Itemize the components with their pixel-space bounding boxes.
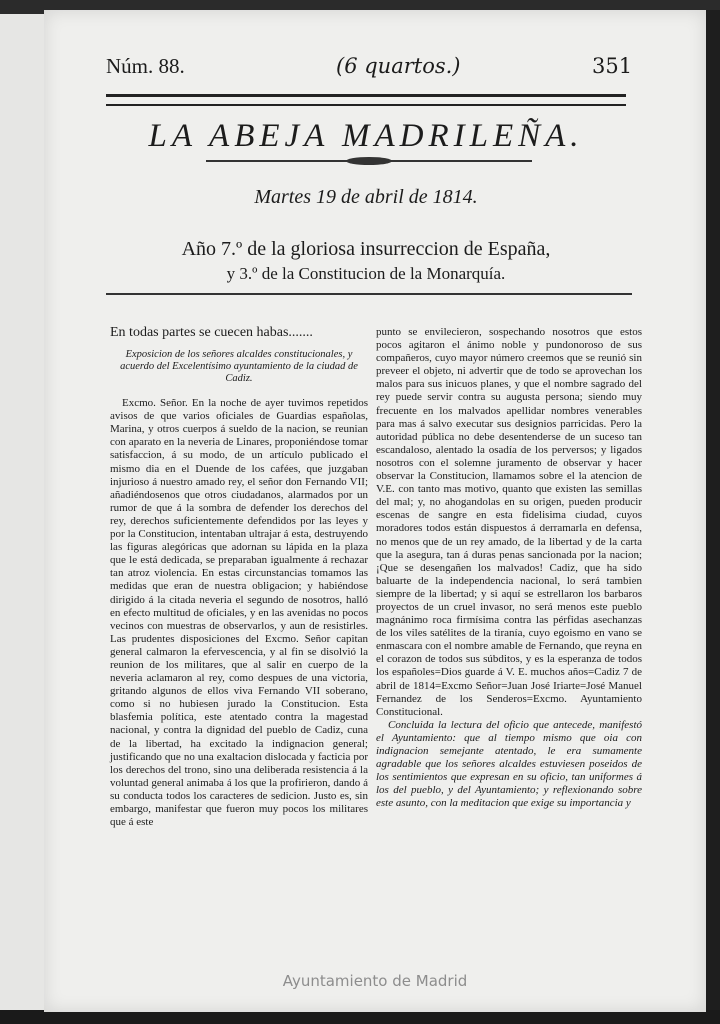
scan-border-bottom (0, 1010, 720, 1024)
right-column (376, 326, 642, 810)
year-line-1: Año 7.º de la gloriosa insurreccion de España, (181, 238, 551, 260)
newspaper-page (44, 10, 706, 1012)
facing-page-edge (0, 14, 45, 1010)
issue-date: Martes 19 de abril de 1814. (254, 186, 478, 208)
article-subtitle: Exposicion de los señores alcaldes constitucionales, y acuerdo del Excelentísimo ayuntamiento de la ciudad de Cadiz. (120, 349, 358, 385)
issue-price: (6 quartos.) (336, 54, 461, 78)
left-column (110, 326, 368, 829)
right-column-closing: Concluida la lectura del oficio que antecede, manifestó el Ayuntamiento: que al tiempo mismo que oia con indignacion semejante atentado, le era sumamente agradable que los señores alcaldes estuviesen poseidos de los sentimientos que expresan en su oficio, tan uniformes á los del pueblo, y del Ayuntamiento; y reflexionando sobre este asunto, con la meditacion que exige su importancia y (376, 718, 642, 810)
scan-border (706, 10, 720, 1012)
page-number: 351 (592, 54, 633, 78)
masthead-double-rule (106, 94, 626, 106)
year-line-2: y 3.º de la Constitucion de la Monarquía. (226, 264, 506, 283)
title-ornament-rule (206, 160, 532, 162)
right-column-body: punto se envilecieron, sospechando nosotros que estos pocos agitaron el ánimo noble y pundonoroso de sus compañeros, cuyo mayor número creemos que se reunió sin preveer el objeto, ni advertir que de todo se aprovechan los malos para sus inicuos planes, y que el nombre sagrado del rey puede servir contra su augusta persona; siendo muy frecuente en los malvados apellidar nombres venerables para mas á salvo executar sus designios parricidas. Pero la autoridad pública no debe desentenderse de un suceso tan escandaloso, alentado la osadía de los perversos; y ligados nosotros con el solemne juramento de observar y hacer observar la Constitucion, llamamos sobre el la atencion de V.E. con tanto mas motivo, quanto que existen las semillas del mal; y, no ahogandolas en su origen, pueden producir escenas de sangre en esta fidelisima ciudad, cuyos moradores todos están dispuestos á derramarla en defensa, no menos que de un rey amado, de la libertad y de la carta que la asegura, tan á duras penas sancionada por la nacion; ¡Que se desengañen los malvados! Cadiz, que ha sido baluarte de la independencia nacional, lo será tambien siempre de la libertad; y si aquí se estrellaron los barbaros proyectos de un cruel invasor, no será menos este pueblo magnánimo roca firmísima contra las pérfidas asechanzas de los viles satélites de la tiranía, cuyo egoismo en vano se enmascara con el nombre amable de Fernando, que reyna en el corazon de todos sus súbditos, y es la esperanza de todos los españoles=Dios guarde á V. E. muchos años=Cadiz 7 de abril de 1814=Excmo Señor=Juan José Iriarte=José Manuel Fernandez de los Senderos=Excmo. Ayuntamiento Constitucional. (376, 326, 642, 718)
issue-number: Núm. 88. (106, 54, 185, 78)
header-separator-rule (106, 293, 632, 295)
newspaper-title: LA ABEJA MADRILEÑA. (148, 118, 584, 154)
watermark-text: Ayuntamiento de Madrid (282, 972, 468, 990)
lede-line: En todas partes se cuecen habas....... (110, 325, 313, 340)
left-column-body: Excmo. Señor. En la noche de ayer tuvimos repetidos avisos de que varios oficiales de Guardias españolas, Marina, y otros cuerpos á sueldo de la nacion, se reunian con aparato en la neveria de Linares, proponiéndose tomar satisfaccion, á su modo, de un artículo publicado el mismo dia en el Duende de los cafées, que juzgaban injurioso á nuestro amado rey, el señor don Fernando VII; añadiéndosenos que otros ciudadanos, alarmados por un rumor de que á la sombra de defender los derechos del rey, derechos suficientemente defendidos por las leyes y por la Constitucion, intentaban ultrajar á esta, destruyendo las figuras alegóricas que adornan su lápida en la plaza que le está dedicada, se preparaban igualmente á rechazar tan atroz violencia. En estas circunstancias tomamos las medidas que eran de nuestra obligacion; y habiéndose dirigido á la citada neveria el segundo de nosotros, halló en efecto multitud de oficiales, y en las avenidas no pocos vecinos con muestras de observarlos, y aun de resistirles. Las prudentes disposiciones del Excmo. Señor capitan general calmaron la efervescencia, y al fin se disolvió la reunion de los militares, que al salir en cuerpo de la neveria aclamaron al rey, como despues de una victoria, gritando algunos de ellos viva Fernando VII soberano, como si no hubiesen jurado la Constitucion. Esta blasfemia política, este atentado contra la magestad nacional, y contra la dignidad del pueblo de Cadiz, cuna de la libertad, ha excitado la indignacion general; justificando que no una exaltacion dislocada y facticia por los derechos del trono, sino una deliberada resistencia á la voluntad general animaba á los que la profirieron, dando á su conducta todos los caracteres de sedicion. Justo es, sin embargo, manifestar que fueron muy pocos los militares que á este (110, 397, 368, 829)
